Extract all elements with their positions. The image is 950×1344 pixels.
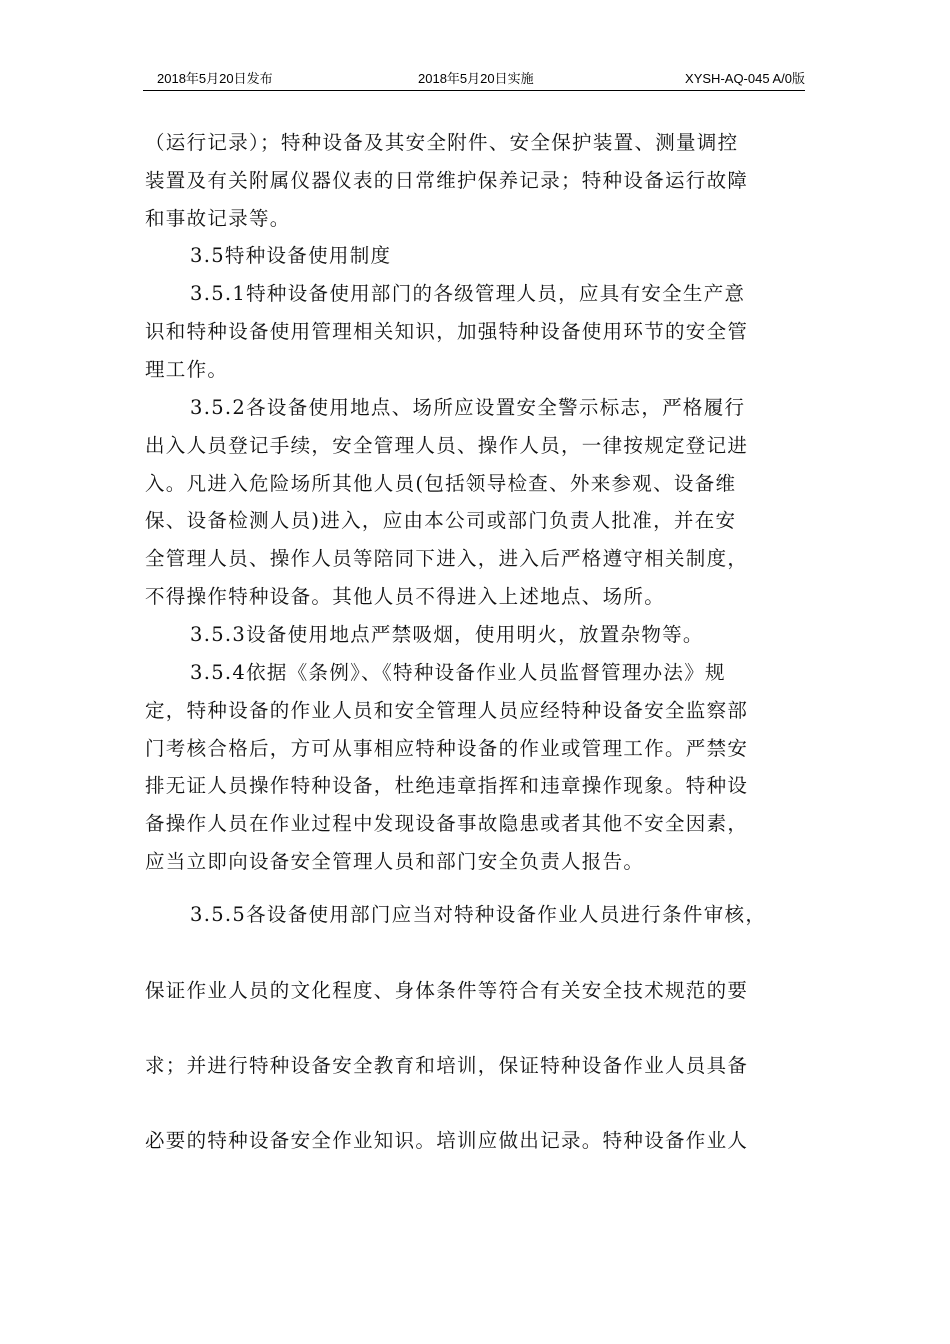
text-line: 3.5.2各设备使用地点、场所应设置安全警示标志，严格履行	[190, 396, 746, 419]
text-line: 3.5.4依据《条例》、《特种设备作业人员监督管理办法》规	[190, 661, 726, 684]
paragraph-3-5-5-cont-2	[145, 1047, 748, 1085]
text-line: 和事故记录等。	[145, 206, 291, 230]
text-line: 门考核合格后，方可从事相应特种设备的作业或管理工作。严禁安	[145, 736, 749, 760]
paragraph-3-5-2	[145, 389, 748, 616]
publish-date: 2018年5月20日发布	[157, 71, 273, 86]
paragraph-3-5-4	[145, 654, 748, 881]
paragraph-records	[145, 124, 748, 237]
text-line: 求；并进行特种设备安全教育和培训，保证特种设备作业人员具备	[145, 1054, 749, 1077]
text-line: 应当立即向设备安全管理人员和部门安全负责人报告。	[145, 849, 645, 873]
text-line: 入。凡进入危险场所其他人员(包括领导检查、外来参观、设备维	[145, 471, 737, 495]
text-line: 3.5.5各设备使用部门应当对特种设备作业人员进行条件审核，	[190, 903, 767, 926]
text-line: 保、设备检测人员)进入，应由本公司或部门负责人批准，并在安	[145, 509, 737, 533]
paragraph-3-5-5	[145, 896, 766, 934]
text-line: 出入人员登记手续，安全管理人员、操作人员，一律按规定登记进	[145, 433, 749, 457]
text-line: 识和特种设备使用管理相关知识，加强特种设备使用环节的安全管	[145, 319, 749, 343]
page-header	[143, 70, 805, 91]
text-line: 不得操作特种设备。其他人员不得进入上述地点、场所。	[145, 584, 666, 608]
text-line: （运行记录）；特种设备及其安全附件、安全保护装置、测量调控	[145, 131, 739, 154]
text-line: 必要的特种设备安全作业知识。培训应做出记录。特种设备作业人	[145, 1129, 749, 1152]
text-line: 装置及有关附属仪器仪表的日常维护保养记录；特种设备运行故障	[145, 168, 749, 192]
paragraph-3-5-5-cont-3	[145, 1122, 748, 1160]
text-line: 定，特种设备的作业人员和安全管理人员应经特种设备安全监察部	[145, 698, 749, 722]
text-line: 3.5.3设备使用地点严禁吸烟，使用明火，放置杂物等。	[190, 623, 704, 646]
paragraph-3-5-1	[145, 275, 748, 388]
text-line: 理工作。	[145, 357, 229, 381]
text-line: 3.5特种设备使用制度	[190, 244, 392, 267]
paragraph-3-5-5-cont-1	[145, 972, 748, 1010]
text-line: 备操作人员在作业过程中发现设备事故隐患或者其他不安全因素，	[145, 812, 749, 836]
text-line: 排无证人员操作特种设备，杜绝违章指挥和违章操作现象。特种设	[145, 774, 749, 798]
paragraph-3-5-3	[145, 616, 704, 654]
implement-date: 2018年5月20日实施	[418, 71, 534, 86]
document-code: XYSH-AQ-045 A/0版	[685, 71, 805, 86]
text-line: 3.5.1特种设备使用部门的各级管理人员，应具有安全生产意	[190, 282, 746, 305]
text-line: 保证作业人员的文化程度、身体条件等符合有关安全技术规范的要	[145, 979, 749, 1002]
section-heading-3-5	[145, 237, 391, 275]
text-line: 全管理人员、操作人员等陪同下进入，进入后严格遵守相关制度，	[145, 547, 749, 571]
